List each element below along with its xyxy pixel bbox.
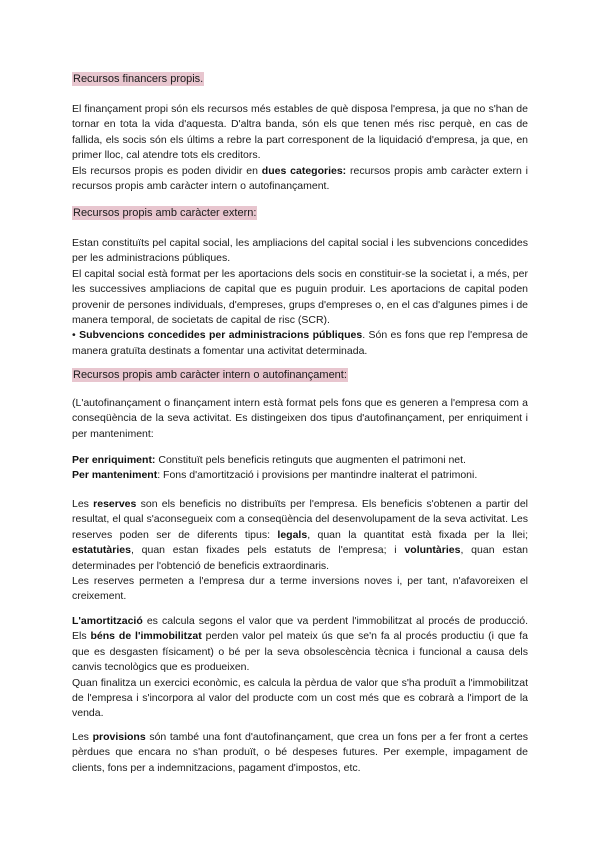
paragraph-provisions	[72, 730, 528, 776]
provisions-text: Les provisions són també una font d'autofinançament, que crea un fons per a fer front a certes pèrdues que encara no s'han produït, o bé despeses futures. Per exemple, impagament de clients, fons per a indemnitzacions, pagament d'impostos, etc.	[72, 731, 528, 774]
paragraph-amortitzacio	[72, 614, 528, 722]
paragraph-extern	[72, 236, 528, 359]
paragraph-types	[72, 453, 528, 484]
section-heading-main	[72, 72, 528, 86]
reserves-text: Les reserves son els beneficis no distribuïts per l'empresa. Els beneficis s'obtenen a partir del resultat, el qual s'aconsegueix com a conseqüència del desenvolupament de la seva activitat. Les reserves poden ser de diferents tipus: legals, quan la quantitat està fixada per la llei; estatutàries, quan estan fixades pels estatuts de l'empresa; i voluntàries, quan estan determinades per l'obtenció de beneficis extraordinaris.	[72, 498, 529, 572]
paragraph-subvencions: • Subvencions concedides per administracions públiques. Són es fons que rep l'empresa de manera gratuïta destinats a fomentar una activitat determinada.	[72, 329, 528, 357]
paragraph-text: El finançament propi són els recursos més estables de què disposa l'empresa, ja que no s'han de tornar en tota la vida d'aquesta. D'altra banda, són els que tenen més risc perquè, en cas de fallida, els socis són els últims a rebre la part corresponent de la liquidació d'empresa, ja que, en primer lloc, cal atendre tots els creditors.	[72, 103, 528, 162]
paragraph-text: El capital social està format per les aportacions dels socis en constituir-se la societat i, a més, per les successives ampliacions de capital que es puguin produir. Les aportacions de capital poden provenir de persones individuals, d'empreses, grups d'empreses o, en el cas d'algunes pimes i de manera temporal, de societats de capital de risc (SCR).	[72, 267, 528, 327]
heading-text: Recursos propis amb caràcter extern:	[73, 207, 257, 219]
paragraph-intern	[72, 396, 528, 442]
amortitzacio-text: L'amortització es calcula segons el valor que va perdent l'immobilitzat al procés de producció. Els béns de l'immobilitzat perden valor pel mateix ús que se'n fa al procés productiu (i que fa que es desgasten físicament) o bé per la seva obsolescència tècnica i funcional a causa dels canvis tecnològics que es produeixen.	[72, 615, 528, 674]
paragraph-categories: Els recursos propis es poden dividir en dues categories: recursos propis amb caràcter extern i recursos propis amb caràcter intern o autofinançament.	[72, 164, 528, 193]
amortitzacio-exercici: Quan finalitza un exercici econòmic, es calcula la pèrdua de valor que s'ha produït a l'immobilitzat de l'empresa i s'incorpora al valor del producte com un cost més que es cobrarà a l'import de la venda.	[72, 676, 528, 720]
section-heading-extern	[72, 206, 528, 220]
reserves-growth: Les reserves permeten a l'empresa dur a terme inversions noves i, per tant, n'afavoreixen el creixement.	[72, 575, 528, 603]
manteniment-line: Per manteniment: Fons d'amortització i provisions per mantindre inalterat el patrimoni.	[72, 469, 478, 482]
enriquiment-line: Per enriquiment: Constituït pels beneficis retinguts que augmenten el patrimoni net.	[72, 454, 466, 466]
paragraph-text: Estan constituïts pel capital social, les ampliacions del capital social i les subvencions concedides per les administracions públiques.	[72, 237, 528, 265]
paragraph-intro	[72, 102, 528, 194]
section-heading-intern	[72, 368, 528, 382]
heading-text: Recursos propis amb caràcter intern o autofinançament:	[73, 369, 347, 381]
paragraph-reserves	[72, 497, 528, 605]
heading-text: Recursos financers propis.	[73, 73, 204, 85]
paragraph-text: (L'autofinançament o finançament intern està format pels fons que es generen a l'empresa com a conseqüència de la seva activitat. Es distingeixen dos tipus d'autofinançament, per enriquiment i per manteniment:	[72, 397, 528, 440]
